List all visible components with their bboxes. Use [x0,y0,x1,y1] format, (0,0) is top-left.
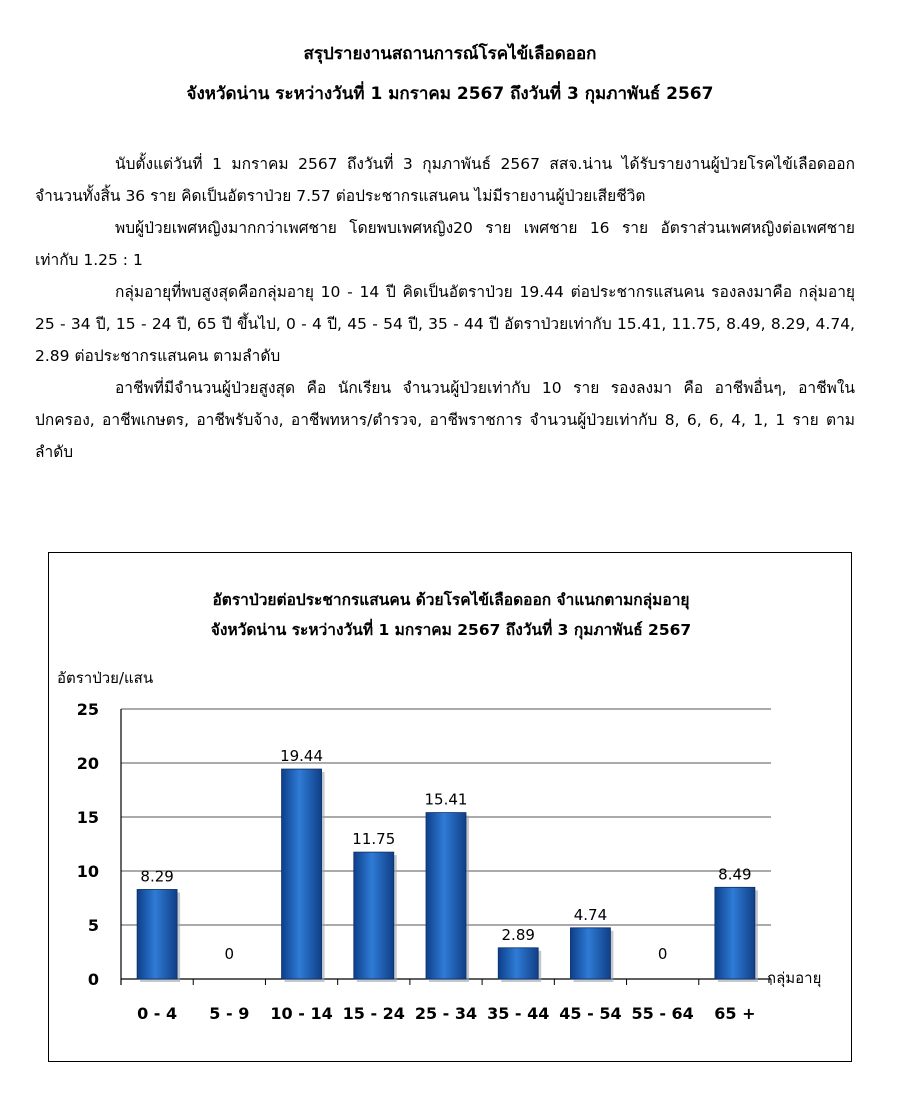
report-title: สรุปรายงานสถานการณ์โรคไข้เลือดออก [303,44,597,64]
report-body [35,148,855,468]
x-tick-label: 55 - 64 [631,1004,694,1023]
bar-15-24 [354,852,394,979]
report-subtitle: จังหวัดน่าน ระหว่างวันที่ 1 มกราคม 2567 ถึงวันที่ 3 กุมภาพันธ์ 2567 [186,84,714,104]
x-tick-label: 45 - 54 [559,1004,622,1023]
y-axis-label: อัตราป่วย/แสน [57,669,154,687]
chart-frame [48,552,852,1062]
data-label: 0 [224,945,235,963]
chart-subtitle: จังหวัดน่าน ระหว่างวันที่ 1 มกราคม 2567 ถึงวันที่ 3 กุมภาพันธ์ 2567 [210,621,692,639]
data-label: 8.49 [718,865,752,884]
bar-10-14 [282,769,322,979]
bar-0-4 [137,889,177,979]
y-tick-label: 20 [76,754,99,773]
x-tick-label: 10 - 14 [270,1004,333,1023]
x-tick-label: 15 - 24 [342,1004,405,1023]
y-tick-label: 10 [76,862,99,881]
data-label: 19.44 [280,747,324,766]
y-tick-label: 5 [87,916,99,935]
x-tick-label: 25 - 34 [414,1004,478,1023]
chart-title: อัตราป่วยต่อประชากรแสนคน ด้วยโรคไข้เลือดออก จำแนกตามกลุ่มอายุ [212,591,690,609]
data-label: 15.41 [424,790,468,809]
x-tick-label: 0 - 4 [137,1004,178,1023]
bar-35-44 [498,948,538,979]
bar-65+ [715,887,755,979]
data-label: 8.29 [140,867,174,886]
x-tick-label: 65 + [714,1004,756,1023]
data-label: 0 [657,945,668,963]
paragraph-summary: นับตั้งแต่วันที่ 1 มกราคม 2567 ถึงวันที่ 3 กุมภาพันธ์ 2567 สสจ.น่าน ได้รับรายงานผู้ป่วยโรคไข้เลือดออก จำนวนทั้งสิ้น 36 ราย คิดเป็นอัตราป่วย 7.57 ต่อประชากรแสนคน ไม่มีรายงานผู้ป่วยเสียชีวิต [35,155,855,205]
paragraph-gender: พบผู้ป่วยเพศหญิงมากกว่าเพศชาย โดยพบเพศหญิง20 ราย เพศชาย 16 ราย อัตราส่วนเพศหญิงต่อเพศชาย เท่ากับ 1.25 : 1 [35,219,855,269]
y-tick-label: 15 [76,808,99,827]
data-label: 2.89 [501,925,535,944]
paragraph-age-group: กลุ่มอายุที่พบสูงสุดคือกลุ่มอายุ 10 - 14 ปี คิดเป็นอัตราป่วย 19.44 ต่อประชากรแสนคน รองลงมาคือ กลุ่มอายุ 25 - 34 ปี, 15 - 24 ปี, 65 ปี ขึ้นไป, 0 - 4 ปี, 45 - 54 ปี, 35 - 44 ปี อัตราป่วยเท่ากับ 15.41, 11.75, 8.49, 8.29, 4.74, 2.89 ต่อประชากรแสนคน ตามลำดับ [35,283,855,365]
x-tick-label: 5 - 9 [209,1004,250,1023]
y-tick-label: 0 [87,970,99,989]
bar-chart [49,553,851,1061]
data-label: 11.75 [352,830,396,849]
data-label: 4.74 [573,905,608,924]
bar-45-54 [570,928,610,979]
bar-25-34 [426,813,466,979]
x-axis-label: กลุ่มอายุ [767,969,822,987]
y-tick-label: 25 [76,700,99,719]
x-tick-label: 35 - 44 [487,1004,550,1023]
paragraph-occupation: อาชีพที่มีจำนวนผู้ป่วยสูงสุด คือ นักเรียน จำนวนผู้ป่วยเท่ากับ 10 ราย รองลงมา คือ อาชีพอื่นๆ, อาชีพในปกครอง, อาชีพเกษตร, อาชีพรับจ้าง, อาชีพทหาร/ตำรวจ, อาชีพราชการ จำนวนผู้ป่วยเท่ากับ 8, 6, 6, 4, 1, 1 ราย ตามลำดับ [35,379,855,461]
